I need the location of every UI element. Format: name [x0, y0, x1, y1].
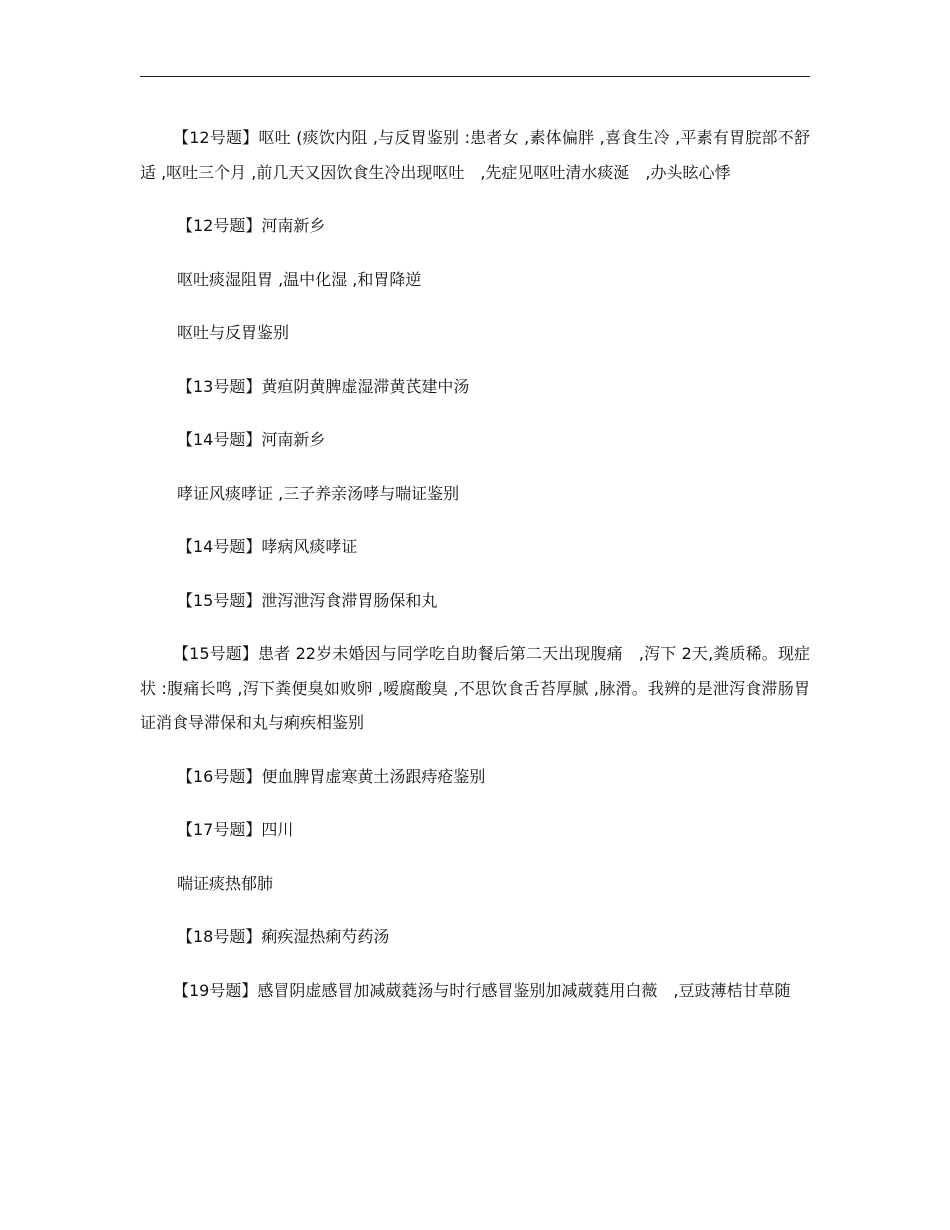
- paragraph-q12-differential: 呕吐与反胃鉴别: [177, 323, 290, 342]
- paragraph-q14-alt: 【14号题】哮病风痰哮证: [177, 537, 358, 556]
- paragraph-q12-diagnosis: 呕吐痰湿阻胃 ,温中化湿 ,和胃降逆: [177, 269, 422, 289]
- paragraph-q14-location: 【14号题】河南新乡: [177, 430, 326, 449]
- document-body: [140, 121, 810, 1008]
- paragraph-q12-location: 【12号题】河南新乡: [177, 216, 326, 235]
- paragraph-q13: 【13号题】黄疸阴黄脾虚湿滞黄芪建中汤: [177, 376, 470, 396]
- paragraph-q17-location: 【17号题】四川: [177, 820, 294, 839]
- paragraph-q17-diagnosis: 喘证痰热郁肺: [177, 873, 274, 893]
- paragraph-q19: 【19号题】感冒阴虚感冒加减葳蕤汤与时行感冒鉴别加减葳蕤用白薇 ,豆豉薄桔甘草随: [173, 980, 791, 1000]
- header-rule: [140, 76, 810, 77]
- paragraph-q16: 【16号题】便血脾胃虚寒黄土汤跟痔疮鉴别: [177, 766, 486, 786]
- paragraph-q12-case: 【12号题】呕吐 (痰饮内阻 ,与反胃鉴别 :患者女 ,素体偏胖 ,喜食生冷 ,平素有胃脘部不舒适 ,呕吐三个月 ,前几天又因饮食生冷出现呕吐 ,先症见呕吐清水痰涎 ,办头眩心悸: [140, 128, 810, 182]
- paragraph-q18: 【18号题】痢疾湿热痢芍药汤: [177, 927, 390, 946]
- paragraph-q15-case: 【15号题】患者 22岁未婚因与同学吃自助餐后第二天出现腹痛 ,泻下 2天,粪质稀。现症状 :腹痛长鸣 ,泻下粪便臭如败卵 ,嗳腐酸臭 ,不思饮食舌苔厚腻 ,脉滑。我辨的是泄泻食滞肠胃证消食导滞保和丸与痢疾相鉴别: [140, 644, 810, 732]
- paragraph-q14-diagnosis: 哮证风痰哮证 ,三子养亲汤哮与喘证鉴别: [177, 483, 460, 503]
- paragraph-q15-summary: 【15号题】泄泻泄泻食滞胃肠保和丸: [177, 590, 438, 610]
